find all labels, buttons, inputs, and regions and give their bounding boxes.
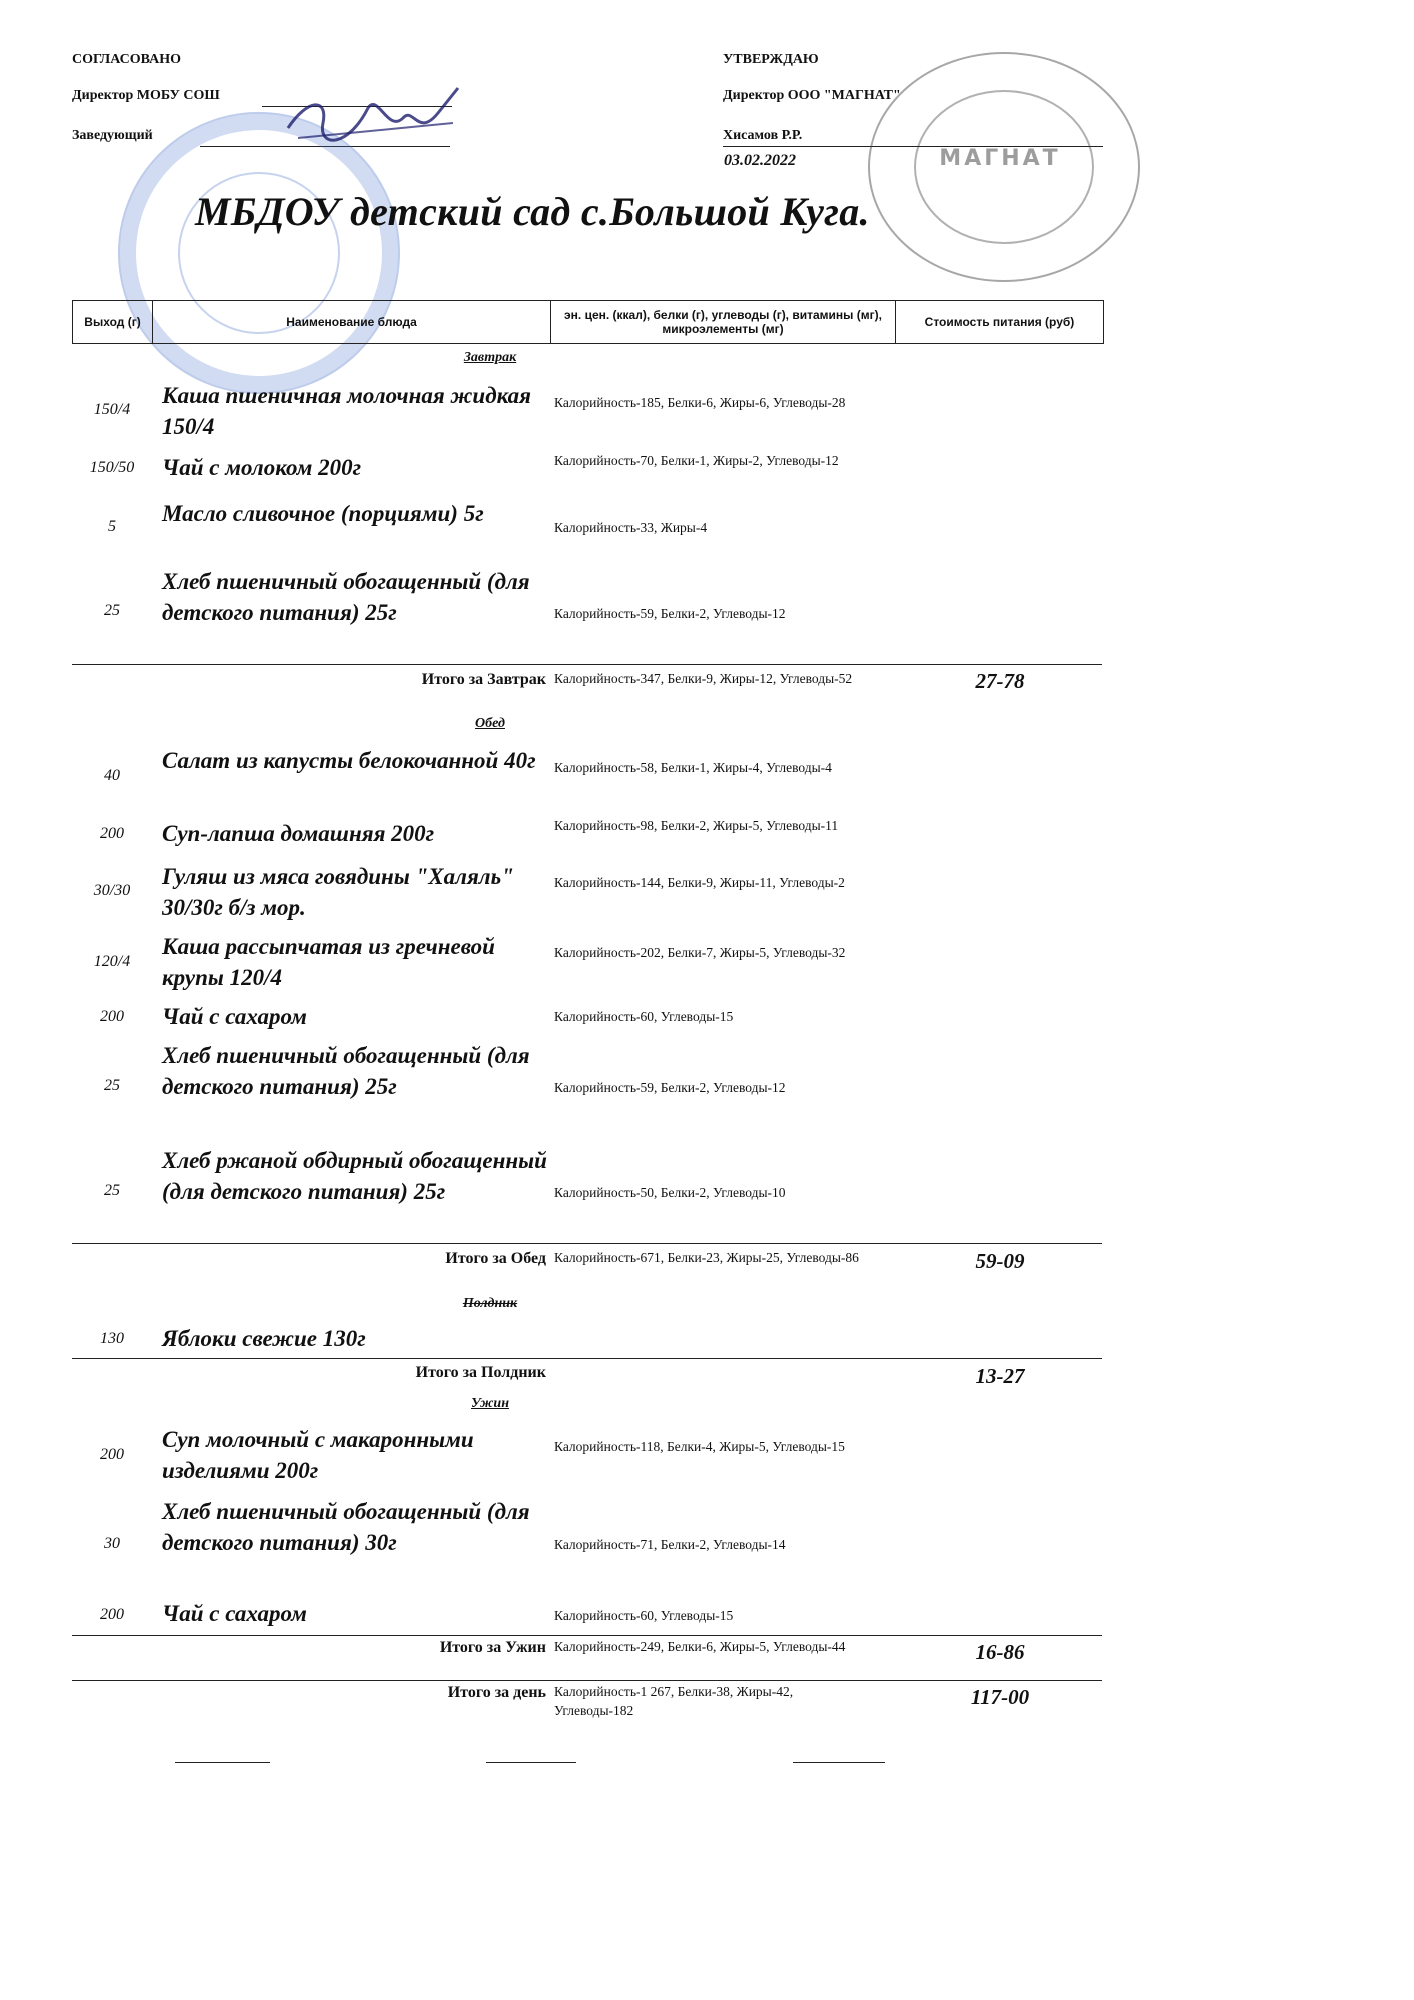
day-total-label: Итого за день bbox=[447, 1684, 546, 1701]
company-stamp-text: МАГНАТ bbox=[939, 146, 1061, 171]
item-dish: Каша пшеничная молочная жидкая 150/4 bbox=[162, 383, 532, 439]
item-dish: Чай с сахаром bbox=[162, 1601, 307, 1626]
dinner-total-nutrition: Калорийность-249, Белки-6, Жиры-5, Углеводы-44 bbox=[554, 1639, 846, 1654]
item-nutrition: Калорийность-118, Белки-4, Жиры-5, Углеводы-15 bbox=[554, 1439, 845, 1454]
dinner-cost: 16-86 bbox=[975, 1640, 1025, 1664]
section-breakfast: Завтрак bbox=[463, 350, 517, 365]
section-snack: Полдник bbox=[462, 1296, 518, 1311]
menu-table-header bbox=[72, 300, 1104, 344]
breakfast-total-label: Итого за Завтрак bbox=[421, 671, 546, 688]
bottom-signature-line bbox=[486, 1762, 576, 1763]
item-dish: Салат из капусты белокочанной 40г bbox=[162, 748, 536, 773]
item-nutrition: Калорийность-185, Белки-6, Жиры-6, Углеводы-28 bbox=[554, 395, 846, 410]
item-output: 200 bbox=[100, 1446, 124, 1463]
section-divider bbox=[72, 1680, 1102, 1681]
section-divider bbox=[72, 1358, 1102, 1359]
item-nutrition: Калорийность-33, Жиры-4 bbox=[554, 520, 708, 535]
item-nutrition: Калорийность-202, Белки-7, Жиры-5, Углеводы-32 bbox=[554, 945, 846, 960]
item-dish: Масло сливочное (порциями) 5г bbox=[162, 501, 484, 526]
day-total-nutrition: Калорийность-1 267, Белки-38, Жиры-42, Углеводы-182 bbox=[554, 1684, 794, 1718]
item-nutrition: Калорийность-59, Белки-2, Углеводы-12 bbox=[554, 1080, 786, 1095]
item-output: 30 bbox=[104, 1535, 120, 1552]
breakfast-total-nutrition: Калорийность-347, Белки-9, Жиры-12, Углеводы-52 bbox=[554, 671, 853, 686]
col-nutrition-header: эн. цен. (ккал), белки (г), углеводы (г), витамины (мг), микроэлементы (мг) bbox=[551, 301, 896, 343]
day-cost: 117-00 bbox=[970, 1685, 1030, 1709]
item-nutrition: Калорийность-50, Белки-2, Углеводы-10 bbox=[554, 1185, 786, 1200]
lunch-total-label: Итого за Обед bbox=[445, 1250, 546, 1267]
item-nutrition: Калорийность-71, Белки-2, Углеводы-14 bbox=[554, 1537, 786, 1552]
item-output: 120/4 bbox=[93, 953, 131, 970]
approval-left-heading: СОГЛАСОВАНО bbox=[72, 52, 181, 67]
item-dish: Хлеб ржаной обдирный обогащенный (для детского питания) 25г bbox=[162, 1148, 547, 1204]
col-cost-header: Стоимость питания (руб) bbox=[924, 315, 1075, 329]
item-output: 200 bbox=[100, 1606, 124, 1623]
handwritten-signature bbox=[278, 78, 468, 158]
approval-left-line2: Заведующий bbox=[72, 128, 153, 143]
item-dish: Яблоки свежие 130г bbox=[162, 1326, 366, 1351]
snack-total-label: Итого за Полдник bbox=[415, 1364, 546, 1381]
item-nutrition: Калорийность-60, Углеводы-15 bbox=[554, 1608, 734, 1623]
bottom-signature-line bbox=[175, 1762, 270, 1763]
lunch-total-nutrition: Калорийность-671, Белки-23, Жиры-25, Углеводы-86 bbox=[554, 1250, 859, 1265]
company-stamp bbox=[868, 52, 1140, 282]
approval-right-heading: УТВЕРЖДАЮ bbox=[723, 52, 819, 67]
item-output: 25 bbox=[104, 1182, 120, 1199]
item-output: 200 bbox=[100, 825, 124, 842]
item-nutrition: Калорийность-144, Белки-9, Жиры-11, Углеводы-2 bbox=[554, 875, 845, 890]
section-divider bbox=[72, 1243, 1102, 1244]
item-output: 150/50 bbox=[89, 459, 135, 476]
item-dish: Чай с сахаром bbox=[162, 1004, 307, 1029]
snack-cost: 13-27 bbox=[975, 1364, 1025, 1388]
item-output: 150/4 bbox=[93, 401, 131, 418]
item-output: 130 bbox=[100, 1330, 124, 1347]
col-dish-header: Наименование блюда bbox=[153, 301, 551, 343]
item-dish: Каша рассыпчатая из гречневой крупы 120/4 bbox=[162, 934, 495, 990]
item-nutrition: Калорийность-59, Белки-2, Углеводы-12 bbox=[554, 606, 786, 621]
section-lunch: Обед bbox=[475, 716, 505, 731]
section-divider bbox=[72, 664, 1102, 665]
item-output: 200 bbox=[100, 1008, 124, 1025]
item-dish: Суп молочный с макаронными изделиями 200г bbox=[162, 1427, 474, 1483]
item-dish: Хлеб пшеничный обогащенный (для детского питания) 25г bbox=[162, 1043, 530, 1099]
bottom-signature-line bbox=[793, 1762, 885, 1763]
approval-left-line1: Директор МОБУ СОШ bbox=[72, 88, 220, 103]
item-nutrition: Калорийность-58, Белки-1, Жиры-4, Углеводы-4 bbox=[554, 760, 832, 775]
item-nutrition: Калорийность-98, Белки-2, Жиры-5, Углеводы-11 bbox=[554, 818, 839, 833]
item-output: 5 bbox=[108, 518, 116, 535]
item-output: 30/30 bbox=[93, 882, 131, 899]
page-title: МБДОУ детский сад с.Большой Куга. bbox=[195, 189, 870, 234]
item-dish: Чай с молоком 200г bbox=[162, 455, 362, 480]
item-dish: Хлеб пшеничный обогащенный (для детского питания) 30г bbox=[162, 1499, 530, 1555]
col-output-header: Выход (г) bbox=[73, 301, 153, 343]
approval-right-line1: Директор ООО "МАГНАТ" bbox=[723, 88, 901, 103]
item-nutrition: Калорийность-60, Углеводы-15 bbox=[554, 1009, 734, 1024]
approval-date: 03.02.2022 bbox=[724, 152, 796, 169]
item-output: 40 bbox=[104, 767, 120, 784]
item-dish: Гуляш из мяса говядины "Халяль" 30/30г б/з мор. bbox=[162, 864, 514, 920]
section-divider bbox=[72, 1635, 1102, 1636]
section-dinner: Ужин bbox=[471, 1396, 509, 1411]
item-output: 25 bbox=[104, 1077, 120, 1094]
approval-right-name: Хисамов Р.Р. bbox=[723, 128, 803, 143]
breakfast-cost: 27-78 bbox=[975, 669, 1025, 693]
item-dish: Хлеб пшеничный обогащенный (для детского питания) 25г bbox=[162, 569, 530, 625]
lunch-cost: 59-09 bbox=[975, 1249, 1025, 1273]
item-output: 25 bbox=[104, 602, 120, 619]
dinner-total-label: Итого за Ужин bbox=[439, 1639, 546, 1656]
item-nutrition: Калорийность-70, Белки-1, Жиры-2, Углеводы-12 bbox=[554, 453, 839, 468]
item-dish: Суп-лапша домашняя 200г bbox=[162, 821, 435, 846]
